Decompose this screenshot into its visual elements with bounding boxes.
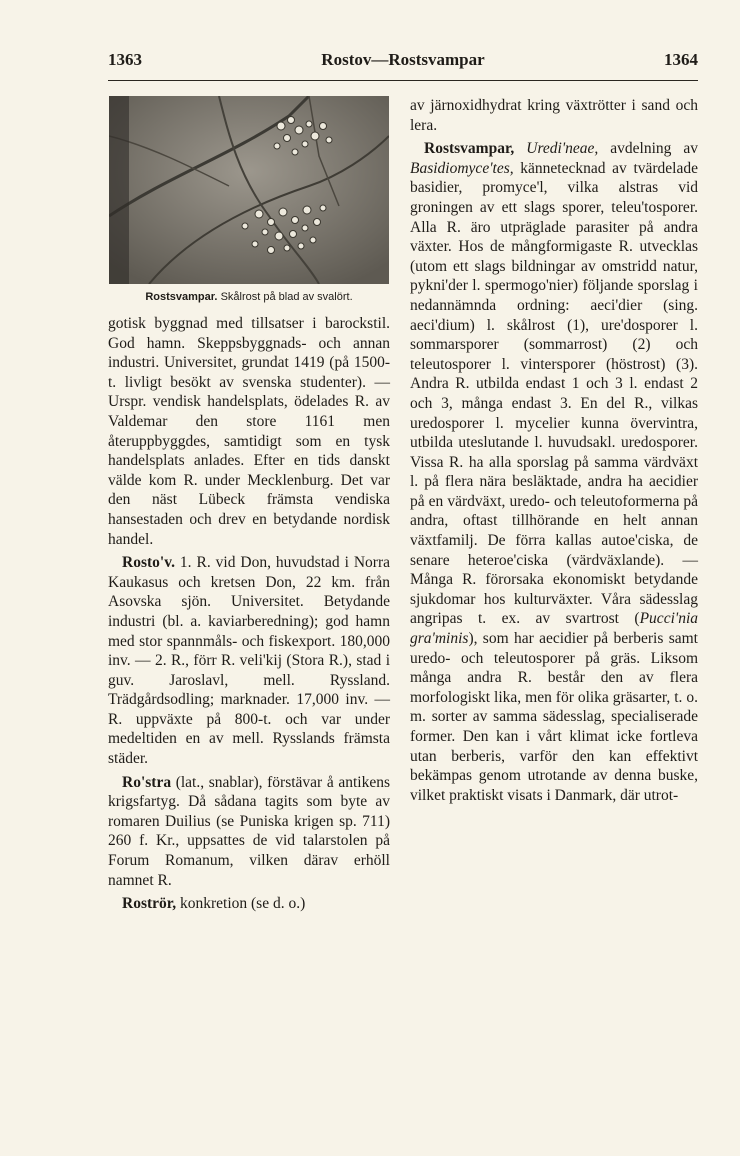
rostror-continuation: av järnoxidhydrat kring växtrötter i sand och lera. xyxy=(410,97,698,134)
headword-rostror: Roströr, xyxy=(122,895,177,913)
entry-rostror-text: konkretion (se d. o.) xyxy=(179,895,306,913)
entry-rostra xyxy=(108,773,390,891)
entry-rostsvampar-text-3: ), som har aecidier på berberis samt uredo- och teleutosporer på gräs. Liksom många andra R. består den av flera morfologiskt lika, men för olika gräsarter, t. o. m. sorter av samma sädesslag, specialiserade former. Den kan i vårt klimat icke fortleva utan berberis, varför den kan effektivt bekämpas genom utrotande av denna buske, vilket praktiskt visats i Danmark, där utrot- xyxy=(410,630,698,804)
fungus-leaf-illustration xyxy=(109,96,389,284)
headword-rostra: Ro'stra xyxy=(122,773,172,791)
page-number-right: 1364 xyxy=(664,50,698,69)
rostock-continuation: gotisk byggnad med tillsatser i barockstil. God hamn. Skeppsbyggnads- och annan industri. Universitet, grundat 1419 (på 1500-t. livligt besökt av svenska studenter). — Urspr. vendisk handelsplats, ödelades R. av Valdemar den store 1161 men återuppbyggdes, samtidigt som en tysk handelsplats anlades. Efter en tids danskt välde kom R. under Mecklenburg. Det var den näst Lübeck främsta vendiska hansestaden och drev en betydande nordisk handel. xyxy=(108,315,390,548)
latin-uredineae: Uredi'neae, xyxy=(526,140,599,158)
entry-rostsvampar-text-1: avdelning av xyxy=(610,140,698,158)
left-column xyxy=(108,96,390,914)
caption-title: Rostsvampar. xyxy=(145,291,218,303)
running-title: Rostov—Rostsvampar xyxy=(321,50,485,69)
entry-rostov-text: 1. R. vid Don, huvudstad i Norra Kaukasus och kretsen Don, 22 km. från Asovska sjön. Universitet. Betydande industri (bl. a. kaviarberedning); god hamn med stor spannmåls- och fiskexport. 180,000 inv. — 2. R., förr R. veli'kij (Stora R.), stad i guv. Jaroslavl, mell. Ryssland. Trädgårdsodling; marknader. 17,000 inv. — R. uppväxte på 800-t. och var under medeltiden en av mell. Rysslands främsta städer. xyxy=(108,554,390,768)
latin-basidiomycetes: Basidiomyce'tes, xyxy=(410,159,514,177)
entry-rostsvampar xyxy=(410,139,698,805)
entry-rostror xyxy=(108,894,390,914)
headword-rostsvampar: Rostsvampar, xyxy=(424,140,515,158)
latin-puccinia: Pucci'nia gra'minis xyxy=(410,610,698,648)
right-column xyxy=(410,96,698,805)
figure-caption xyxy=(108,290,390,304)
page-header xyxy=(108,50,698,78)
caption-text: Skålrost på blad av svalört. xyxy=(220,291,353,303)
figure-photo xyxy=(109,96,389,284)
entry-rostov xyxy=(108,553,390,769)
headword-rostov: Rosto'v. xyxy=(122,554,175,572)
entry-rostsvampar-text-2: kännetecknad av tvärdelade basidier, promyce'l, vilka alstras vid groningen av ett slags sporer, teleu'tosporer. Alla R. äro utpräglade parasiter på andra växter. Hos de mångformigaste R. utvecklas (utom ett slags bildningar av omstridd natur, pykni'der l. spermogo'nier) följande sporslag i nedannämnda ordning: aeci'dier (sing. aeci'dium) l. skålrost (1), ure'dosporer l. sommarsporer (sommarrost) (2) och teleutosporer l. vintersporer (höstrost) (3). Andra R. utbilda endast 1 och 3 l. endast 2 och 3, många endast 3. En del R., vilkas uredosporer l. mycelier kunna övervintra, utbilda uteslutande l. huvudsakl. uredosporer. Vissa R. ha alla sporslag på samma värdväxt l. på flera nära besläktade, andra ha aecidier på en värdväxt, uredo- och teleutoformerna på andra, oftast tillhörande en helt annan växtfamilj. De förra kallas autoe'ciska, de senare heteroe'ciska (värdväxlande). — Många R. förorsaka ekonomiskt betydande sjukdomar hos kulturväxter. Våra sädesslag angripas t. ex. av svartrost ( xyxy=(410,159,698,628)
header-rule xyxy=(108,80,698,81)
entry-rostra-text: (lat., snablar), förstävar å antikens krigsfartyg. Då sådana tagits som byte av romaren Duilius (se Puniska krigen sp. 711) 260 f. Kr., uppsattes de vid talarstolen på Forum Romanum, vilken därav erhöll namnet R. xyxy=(108,773,390,889)
page-number-left: 1363 xyxy=(108,50,142,69)
